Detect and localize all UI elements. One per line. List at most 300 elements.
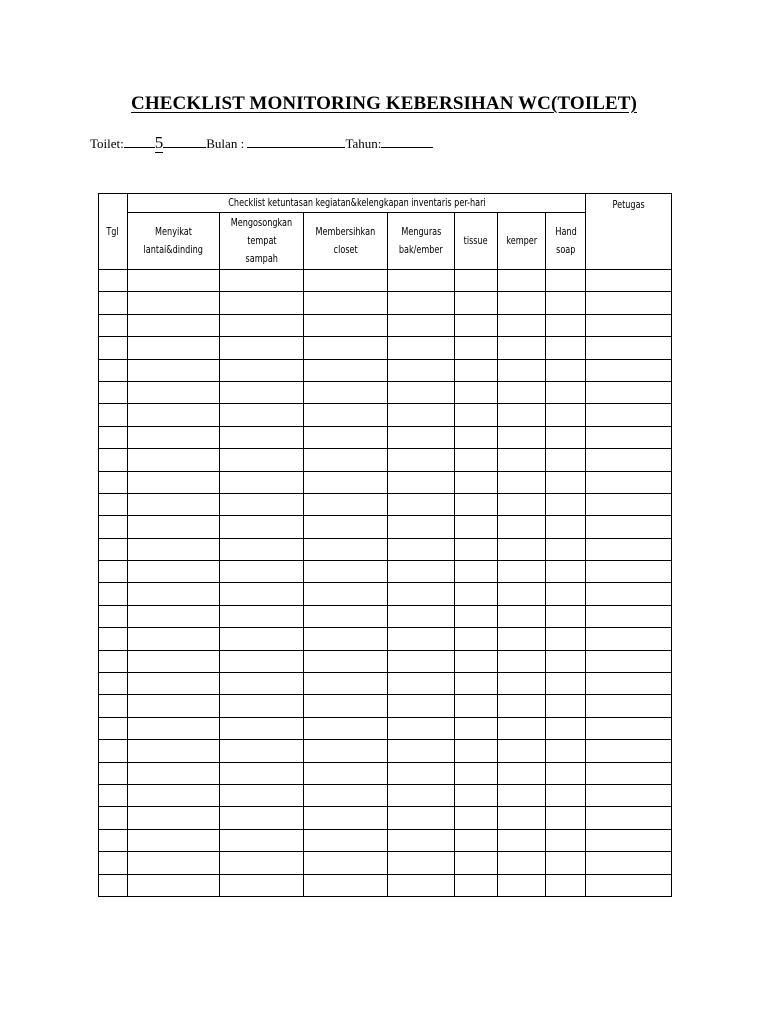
table-cell[interactable]	[220, 673, 304, 695]
table-cell[interactable]	[498, 381, 546, 403]
page-title: CHECKLIST MONITORING KEBERSIHAN WC(TOILET)	[131, 93, 637, 114]
table-cell[interactable]	[498, 538, 546, 560]
table-cell[interactable]	[128, 673, 220, 695]
table-cell[interactable]	[455, 561, 498, 583]
table-cell[interactable]	[498, 852, 546, 874]
table-row	[99, 605, 672, 627]
table-cell[interactable]	[455, 449, 498, 471]
table-cell[interactable]	[498, 762, 546, 784]
table-cell[interactable]	[304, 740, 388, 762]
table-row	[99, 784, 672, 806]
table-cell[interactable]	[128, 605, 220, 627]
table-cell[interactable]	[388, 538, 455, 560]
table-cell[interactable]	[455, 852, 498, 874]
table-cell[interactable]	[546, 874, 586, 896]
table-cell[interactable]	[99, 314, 128, 336]
toilet-number: 5	[154, 133, 164, 152]
table-cell[interactable]	[586, 561, 672, 583]
table-cell[interactable]	[546, 807, 586, 829]
table-cell[interactable]	[498, 561, 546, 583]
table-row	[99, 449, 672, 471]
table-cell[interactable]	[586, 874, 672, 896]
table-cell[interactable]	[455, 605, 498, 627]
table-cell[interactable]	[586, 493, 672, 515]
table-cell[interactable]	[99, 605, 128, 627]
column-header-kemper: kemper	[498, 213, 546, 270]
table-cell[interactable]	[304, 807, 388, 829]
column-header-menyikat-lantai-dinding: Menyikat lantai&dinding	[128, 213, 220, 270]
table-cell[interactable]	[546, 493, 586, 515]
table-cell[interactable]	[498, 292, 546, 314]
table-cell[interactable]	[304, 874, 388, 896]
table-cell[interactable]	[455, 337, 498, 359]
table-cell[interactable]	[546, 270, 586, 292]
table-cell[interactable]	[128, 740, 220, 762]
table-cell[interactable]	[455, 784, 498, 806]
table-cell[interactable]	[455, 493, 498, 515]
table-cell[interactable]	[586, 717, 672, 739]
table-cell[interactable]	[128, 852, 220, 874]
table-cell[interactable]	[388, 784, 455, 806]
table-cell[interactable]	[546, 561, 586, 583]
table-cell[interactable]	[99, 516, 128, 538]
table-cell[interactable]	[455, 829, 498, 851]
table-cell[interactable]	[498, 359, 546, 381]
table-cell[interactable]	[455, 381, 498, 403]
table-cell[interactable]	[304, 538, 388, 560]
table-cell[interactable]	[586, 852, 672, 874]
table-cell[interactable]	[128, 426, 220, 448]
table-cell[interactable]	[546, 829, 586, 851]
table-cell[interactable]	[455, 807, 498, 829]
table-cell[interactable]	[388, 695, 455, 717]
table-cell[interactable]	[99, 270, 128, 292]
table-cell[interactable]	[546, 426, 586, 448]
table-cell[interactable]	[304, 359, 388, 381]
table-cell[interactable]	[498, 314, 546, 336]
table-cell[interactable]	[455, 762, 498, 784]
table-cell[interactable]	[586, 784, 672, 806]
table-cell[interactable]	[99, 717, 128, 739]
table-cell[interactable]	[498, 807, 546, 829]
table-cell[interactable]	[388, 762, 455, 784]
table-cell[interactable]	[128, 784, 220, 806]
table-cell[interactable]	[99, 583, 128, 605]
table-row	[99, 381, 672, 403]
table-cell[interactable]	[128, 561, 220, 583]
table-cell[interactable]	[220, 292, 304, 314]
table-cell[interactable]	[388, 740, 455, 762]
table-cell[interactable]	[304, 270, 388, 292]
table-cell[interactable]	[220, 717, 304, 739]
table-cell[interactable]	[546, 650, 586, 672]
table-cell[interactable]	[388, 292, 455, 314]
table-cell[interactable]	[128, 717, 220, 739]
table-cell[interactable]	[498, 874, 546, 896]
table-cell[interactable]	[304, 381, 388, 403]
table-cell[interactable]	[455, 471, 498, 493]
table-cell[interactable]	[99, 740, 128, 762]
table-cell[interactable]	[220, 404, 304, 426]
table-cell[interactable]	[99, 695, 128, 717]
table-cell[interactable]	[304, 605, 388, 627]
table-cell[interactable]	[388, 583, 455, 605]
table-cell[interactable]	[498, 650, 546, 672]
table-cell[interactable]	[586, 270, 672, 292]
table-cell[interactable]	[586, 404, 672, 426]
table-cell[interactable]	[455, 538, 498, 560]
table-cell[interactable]	[455, 874, 498, 896]
column-header-membersihkan-closet: Membersihkan closet	[304, 213, 388, 270]
column-header-menguras-bak-ember: Menguras bak/ember	[388, 213, 455, 270]
table-cell[interactable]	[99, 493, 128, 515]
table-cell[interactable]	[455, 270, 498, 292]
table-cell[interactable]	[128, 493, 220, 515]
table-cell[interactable]	[128, 471, 220, 493]
table-cell[interactable]	[586, 583, 672, 605]
table-cell[interactable]	[304, 561, 388, 583]
table-cell[interactable]	[99, 381, 128, 403]
tgl-header: Tgl	[99, 194, 128, 270]
table-row	[99, 829, 672, 851]
table-cell[interactable]	[220, 314, 304, 336]
table-row	[99, 583, 672, 605]
table-cell[interactable]	[220, 426, 304, 448]
table-row	[99, 717, 672, 739]
table-cell[interactable]	[498, 337, 546, 359]
table-cell[interactable]	[498, 673, 546, 695]
table-cell[interactable]	[586, 650, 672, 672]
table-cell[interactable]	[99, 561, 128, 583]
table-cell[interactable]	[220, 762, 304, 784]
table-cell[interactable]	[388, 829, 455, 851]
table-cell[interactable]	[99, 449, 128, 471]
table-cell[interactable]	[220, 516, 304, 538]
table-cell[interactable]	[455, 359, 498, 381]
table-cell[interactable]	[99, 359, 128, 381]
table-cell[interactable]	[99, 337, 128, 359]
table-cell[interactable]	[498, 695, 546, 717]
table-cell[interactable]	[455, 404, 498, 426]
table-cell[interactable]	[220, 471, 304, 493]
table-cell[interactable]	[128, 381, 220, 403]
table-cell[interactable]	[128, 874, 220, 896]
table-cell[interactable]	[304, 673, 388, 695]
table-cell[interactable]	[455, 673, 498, 695]
table-cell[interactable]	[128, 359, 220, 381]
table-cell[interactable]	[128, 337, 220, 359]
table-cell[interactable]	[304, 784, 388, 806]
tahun-label: Tahun:	[345, 136, 382, 151]
table-row	[99, 695, 672, 717]
table-row	[99, 471, 672, 493]
table-cell[interactable]	[388, 493, 455, 515]
table-row	[99, 807, 672, 829]
table-cell[interactable]	[220, 337, 304, 359]
table-cell[interactable]	[128, 314, 220, 336]
table-cell[interactable]	[455, 292, 498, 314]
table-cell[interactable]	[304, 337, 388, 359]
table-cell[interactable]	[546, 717, 586, 739]
table-cell[interactable]	[304, 695, 388, 717]
table-cell[interactable]	[304, 628, 388, 650]
table-cell[interactable]	[128, 404, 220, 426]
table-cell[interactable]	[546, 449, 586, 471]
table-cell[interactable]	[546, 471, 586, 493]
table-cell[interactable]	[99, 404, 128, 426]
table-cell[interactable]	[546, 381, 586, 403]
table-cell[interactable]	[586, 829, 672, 851]
table-cell[interactable]	[455, 516, 498, 538]
table-row	[99, 426, 672, 448]
table-cell[interactable]	[388, 337, 455, 359]
table-cell[interactable]	[546, 673, 586, 695]
toilet-blank-right[interactable]	[163, 137, 206, 148]
table-cell[interactable]	[128, 650, 220, 672]
table-cell[interactable]	[128, 449, 220, 471]
table-cell[interactable]	[586, 605, 672, 627]
table-cell[interactable]	[586, 314, 672, 336]
table-cell[interactable]	[128, 762, 220, 784]
table-cell[interactable]	[388, 605, 455, 627]
table-cell[interactable]	[304, 717, 388, 739]
table-cell[interactable]	[498, 605, 546, 627]
table-cell[interactable]	[498, 471, 546, 493]
table-cell[interactable]	[220, 493, 304, 515]
table-cell[interactable]	[220, 605, 304, 627]
table-cell[interactable]	[99, 538, 128, 560]
table-cell[interactable]	[546, 359, 586, 381]
table-cell[interactable]	[388, 314, 455, 336]
table-cell[interactable]	[220, 449, 304, 471]
table-cell[interactable]	[220, 829, 304, 851]
tahun-blank[interactable]	[381, 137, 433, 148]
table-cell[interactable]	[498, 270, 546, 292]
table-cell[interactable]	[586, 673, 672, 695]
table-cell[interactable]	[128, 807, 220, 829]
table-cell[interactable]	[99, 471, 128, 493]
table-cell[interactable]	[220, 359, 304, 381]
table-cell[interactable]	[128, 583, 220, 605]
table-cell[interactable]	[586, 337, 672, 359]
table-cell[interactable]	[498, 740, 546, 762]
table-row	[99, 292, 672, 314]
table-cell[interactable]	[388, 516, 455, 538]
table-row	[99, 493, 672, 515]
table-cell[interactable]	[586, 449, 672, 471]
table-cell[interactable]	[586, 762, 672, 784]
table-cell[interactable]	[498, 404, 546, 426]
table-cell[interactable]	[220, 874, 304, 896]
table-cell[interactable]	[498, 829, 546, 851]
table-cell[interactable]	[220, 784, 304, 806]
table-cell[interactable]	[128, 695, 220, 717]
table-cell[interactable]	[388, 359, 455, 381]
toilet-label: Toilet:	[90, 136, 124, 151]
table-cell[interactable]	[586, 628, 672, 650]
table-cell[interactable]	[586, 740, 672, 762]
table-row	[99, 404, 672, 426]
table-cell[interactable]	[304, 852, 388, 874]
table-cell[interactable]	[388, 449, 455, 471]
table-row	[99, 314, 672, 336]
table-cell[interactable]	[586, 516, 672, 538]
table-cell[interactable]	[388, 404, 455, 426]
table-cell[interactable]	[220, 650, 304, 672]
table-cell[interactable]	[220, 381, 304, 403]
table-row	[99, 650, 672, 672]
table-row	[99, 538, 672, 560]
table-cell[interactable]	[498, 583, 546, 605]
table-row	[99, 359, 672, 381]
table-cell[interactable]	[455, 740, 498, 762]
table-row	[99, 740, 672, 762]
table-cell[interactable]	[388, 874, 455, 896]
toilet-blank-left[interactable]	[124, 137, 155, 148]
table-cell[interactable]	[586, 381, 672, 403]
table-cell[interactable]	[220, 270, 304, 292]
table-cell[interactable]	[220, 740, 304, 762]
table-row	[99, 270, 672, 292]
table-cell[interactable]	[455, 650, 498, 672]
table-cell[interactable]	[304, 426, 388, 448]
table-cell[interactable]	[220, 695, 304, 717]
table-cell[interactable]	[455, 314, 498, 336]
table-cell[interactable]	[304, 314, 388, 336]
table-cell[interactable]	[498, 717, 546, 739]
table-cell[interactable]	[99, 852, 128, 874]
column-header-tissue: tissue	[455, 213, 498, 270]
table-cell[interactable]	[388, 628, 455, 650]
table-cell[interactable]	[586, 695, 672, 717]
table-cell[interactable]	[546, 583, 586, 605]
table-cell[interactable]	[546, 337, 586, 359]
table-cell[interactable]	[388, 650, 455, 672]
table-cell[interactable]	[388, 471, 455, 493]
table-row	[99, 874, 672, 896]
table-cell[interactable]	[546, 538, 586, 560]
table-cell[interactable]	[304, 650, 388, 672]
table-cell[interactable]	[304, 516, 388, 538]
table-cell[interactable]	[128, 292, 220, 314]
bulan-label: Bulan :	[206, 136, 248, 151]
petugas-header: Petugas	[586, 194, 672, 270]
form-info-line	[90, 133, 433, 153]
table-cell[interactable]	[546, 740, 586, 762]
table-cell[interactable]	[99, 874, 128, 896]
table-cell[interactable]	[586, 807, 672, 829]
table-cell[interactable]	[498, 628, 546, 650]
table-cell[interactable]	[498, 493, 546, 515]
table-cell[interactable]	[128, 516, 220, 538]
table-cell[interactable]	[304, 762, 388, 784]
table-row	[99, 516, 672, 538]
table-cell[interactable]	[546, 516, 586, 538]
table-cell[interactable]	[99, 292, 128, 314]
table-cell[interactable]	[546, 292, 586, 314]
table-cell[interactable]	[220, 538, 304, 560]
table-row	[99, 628, 672, 650]
table-cell[interactable]	[586, 538, 672, 560]
table-cell[interactable]	[220, 807, 304, 829]
table-row	[99, 762, 672, 784]
checklist-group-header: Checklist ketuntasan kegiatan&kelengkapan inventaris per-hari	[128, 194, 586, 213]
table-cell[interactable]	[546, 852, 586, 874]
table-cell[interactable]	[304, 471, 388, 493]
table-cell[interactable]	[498, 449, 546, 471]
table-cell[interactable]	[128, 538, 220, 560]
table-cell[interactable]	[220, 852, 304, 874]
table-cell[interactable]	[220, 583, 304, 605]
table-cell[interactable]	[220, 628, 304, 650]
table-cell[interactable]	[99, 628, 128, 650]
table-cell[interactable]	[388, 426, 455, 448]
table-cell[interactable]	[304, 404, 388, 426]
table-cell[interactable]	[455, 717, 498, 739]
table-cell[interactable]	[455, 583, 498, 605]
table-cell[interactable]	[304, 583, 388, 605]
table-row	[99, 673, 672, 695]
table-cell[interactable]	[388, 673, 455, 695]
table-cell[interactable]	[99, 829, 128, 851]
table-cell[interactable]	[128, 628, 220, 650]
table-cell[interactable]	[99, 426, 128, 448]
table-cell[interactable]	[546, 404, 586, 426]
table-cell[interactable]	[455, 628, 498, 650]
table-cell[interactable]	[304, 449, 388, 471]
table-cell[interactable]	[99, 807, 128, 829]
column-header-mengosongkan-tempat-sampah: Mengosongkan tempat sampah	[220, 213, 304, 270]
table-cell[interactable]	[586, 359, 672, 381]
table-cell[interactable]	[388, 561, 455, 583]
table-row	[99, 561, 672, 583]
table-cell[interactable]	[99, 650, 128, 672]
table-cell[interactable]	[498, 426, 546, 448]
table-cell[interactable]	[546, 314, 586, 336]
bulan-blank[interactable]	[247, 137, 345, 148]
table-cell[interactable]	[455, 695, 498, 717]
table-cell[interactable]	[388, 717, 455, 739]
table-cell[interactable]	[498, 516, 546, 538]
table-cell[interactable]	[388, 381, 455, 403]
table-cell[interactable]	[586, 426, 672, 448]
column-header-hand-soap: Hand soap	[546, 213, 586, 270]
table-cell[interactable]	[455, 426, 498, 448]
table-cell[interactable]	[586, 471, 672, 493]
table-cell[interactable]	[220, 561, 304, 583]
table-cell[interactable]	[388, 807, 455, 829]
table-cell[interactable]	[586, 292, 672, 314]
table-cell[interactable]	[304, 493, 388, 515]
table-cell[interactable]	[546, 605, 586, 627]
table-row	[99, 337, 672, 359]
table-cell[interactable]	[546, 628, 586, 650]
table-cell[interactable]	[99, 673, 128, 695]
checklist-table	[98, 193, 672, 897]
table-cell[interactable]	[546, 784, 586, 806]
table-cell[interactable]	[99, 762, 128, 784]
table-cell[interactable]	[304, 829, 388, 851]
table-cell[interactable]	[546, 762, 586, 784]
table-cell[interactable]	[128, 270, 220, 292]
table-cell[interactable]	[388, 270, 455, 292]
table-cell[interactable]	[304, 292, 388, 314]
table-cell[interactable]	[388, 852, 455, 874]
table-cell[interactable]	[498, 784, 546, 806]
table-cell[interactable]	[546, 695, 586, 717]
table-cell[interactable]	[128, 829, 220, 851]
table-cell[interactable]	[99, 784, 128, 806]
